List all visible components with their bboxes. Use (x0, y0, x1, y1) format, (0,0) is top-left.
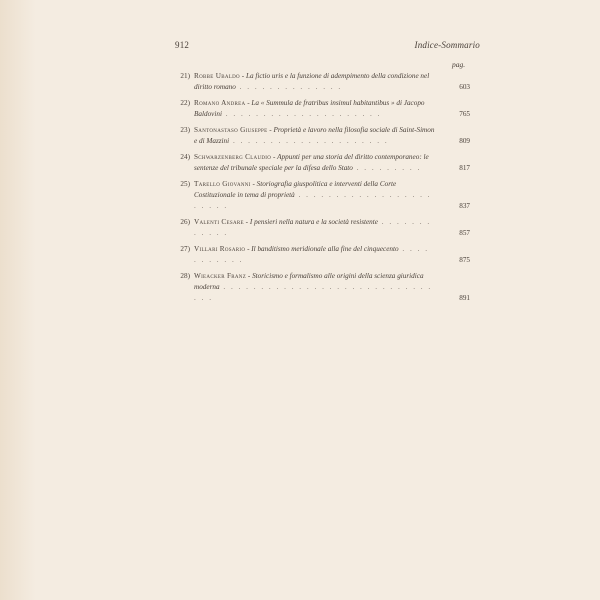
entry-number: 22) (180, 99, 190, 107)
entry-page: 809 (459, 137, 470, 145)
entry-text (194, 271, 470, 304)
entry-title: Proprietà e lavoro nella filosofia sociale di Saint-Simon e di Mazzini (194, 126, 435, 145)
toc-entry-22 (172, 98, 470, 120)
entry-page: 891 (459, 294, 470, 302)
entry-title: I pensieri nella natura e la società resistente (249, 218, 378, 226)
entry-title: La « Summula de fratribus insimul habitantibus » di Jacopo Baldovini (194, 99, 425, 118)
entry-text (194, 244, 470, 266)
entry-author: Valenti Cesare (194, 218, 244, 226)
entry-number: 28) (180, 272, 190, 280)
entry-page: 603 (459, 83, 470, 91)
toc-entry-23 (172, 125, 470, 147)
toc-entry-21 (172, 71, 470, 93)
entry-text (194, 152, 470, 174)
toc-entry-25 (172, 179, 470, 212)
entry-number: 25) (180, 180, 190, 188)
entry-page: 837 (459, 202, 470, 210)
leader-dots: . . . . . . . . . . . . . . . . . . . . . . . . . . . . . . . (194, 283, 433, 302)
leader-dots: . . . . . . . . . . . . . . (235, 83, 343, 91)
page-header (175, 40, 480, 54)
toc-entry-28 (172, 271, 470, 304)
entry-text (194, 71, 470, 93)
entry-separator: - (267, 126, 274, 134)
entry-page: 875 (459, 256, 470, 264)
entry-number: 23) (180, 126, 190, 134)
entry-text (194, 179, 470, 212)
page-number: 912 (175, 40, 190, 50)
leader-dots: . . . . . . . . . . . . . . . . . . . . . (229, 137, 389, 145)
entry-author: Schwarzenberg Claudio (194, 153, 272, 161)
entry-number: 21) (180, 72, 190, 80)
toc-entry-26 (172, 217, 470, 239)
entry-author: Villari Rosario (194, 245, 246, 253)
entry-author: Tarello Giovanni (194, 180, 251, 188)
entry-separator: - (245, 99, 252, 107)
entry-separator: - (239, 72, 246, 80)
leader-dots: . . . . . . . . . . . . . . . . . . . . . (221, 110, 382, 118)
entry-author: Santonastaso Giuseppe (194, 126, 268, 134)
entry-text (194, 217, 470, 239)
entry-page: 817 (459, 164, 470, 172)
entry-separator: - (246, 272, 253, 280)
entry-page: 857 (459, 229, 470, 237)
leader-dots: . . . . . . . . . . . . . . . . . . . . . . . (194, 191, 432, 210)
leader-dots: . . . . . . . . . . . . (194, 218, 432, 237)
entry-number: 24) (180, 153, 190, 161)
entry-title: Appunti per una storia del diritto contemporaneo: le sentenze del tribunale speciale per la difesa dello Stato (194, 153, 429, 172)
entry-number: 26) (180, 218, 190, 226)
entry-title: Il banditismo meridionale alla fine del cinquecento (251, 245, 399, 253)
entry-title: La fictio uris e la funzione di adempimento della condizione nel diritto romano (194, 72, 430, 91)
entry-author: Romano Andrea (194, 99, 246, 107)
entry-page: 765 (459, 110, 470, 118)
running-head: Indice-Sommario (414, 40, 480, 50)
page-edge-shading (0, 0, 36, 600)
toc-entry-24 (172, 152, 470, 174)
pag-label: pag. (452, 60, 466, 69)
entry-title: Storicismo e formalismo alle origini della scienza giuridica moderna (194, 272, 424, 291)
leader-dots: . . . . . . . . . . . (194, 245, 429, 264)
entry-text (194, 98, 470, 120)
entry-author: Wieacker Franz (194, 272, 247, 280)
table-of-contents (172, 71, 470, 309)
entry-separator: - (245, 245, 252, 253)
entry-separator: - (271, 153, 278, 161)
entry-text (194, 125, 470, 147)
toc-entry-27 (172, 244, 470, 266)
entry-number: 27) (180, 245, 190, 253)
entry-title: Storiografia giuspolitica e interventi della Corte Costituzionale in tema di proprietà (194, 180, 397, 199)
entry-separator: - (243, 218, 250, 226)
entry-author: Robbe Ubaldo (194, 72, 240, 80)
entry-separator: - (250, 180, 257, 188)
leader-dots: . . . . . . . . . (352, 164, 422, 172)
